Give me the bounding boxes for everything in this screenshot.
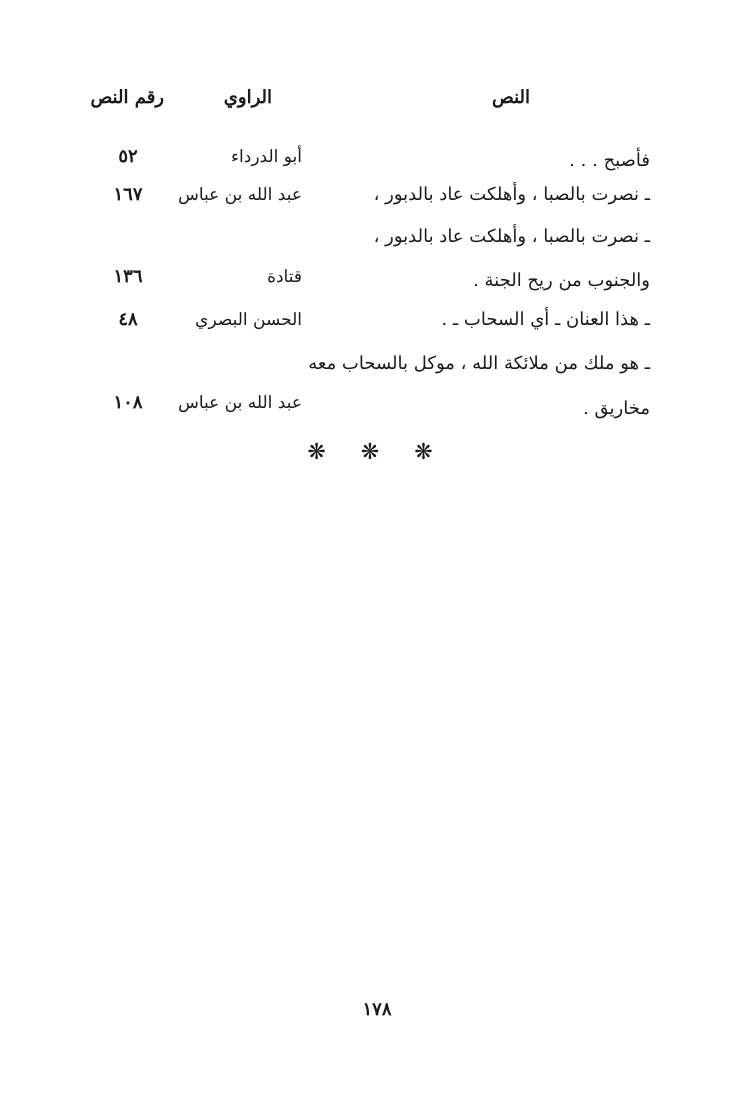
column-header-narrator: الراوي: [223, 87, 272, 108]
row-narrator: عبد الله بن عباس: [178, 393, 302, 413]
table-row: [0, 260, 754, 300]
column-header-number: رقم النص: [90, 87, 164, 108]
row-narrator: الحسن البصري: [195, 310, 302, 330]
section-separator: ❋ ❋ ❋: [307, 440, 447, 465]
table-row: [0, 140, 754, 180]
table-row: [0, 303, 754, 343]
row-narrator: عبد الله بن عباس: [178, 185, 302, 205]
row-number: ١٦٧: [113, 184, 143, 205]
page-number: ١٧٨: [362, 999, 392, 1020]
row-number: ٤٨: [118, 309, 138, 330]
row-text: ـ هو ملك من ملائكة الله ، موكل بالسحاب معه: [308, 353, 650, 374]
row-number: ٥٢: [118, 146, 138, 167]
row-text: مخاريق .: [583, 398, 650, 419]
table-row: [0, 386, 754, 426]
row-narrator: أبو الدرداء: [231, 147, 302, 167]
row-text: فأصبح . . .: [569, 150, 650, 171]
row-number: ١٠٨: [113, 392, 143, 413]
row-narrator: قتادة: [267, 267, 302, 287]
row-text: ـ نصرت بالصبا ، وأهلكت عاد بالدبور ،: [373, 184, 650, 205]
row-text: والجنوب من ريح الجنة .: [473, 270, 650, 291]
column-header-text: النص: [492, 87, 530, 108]
table-row: [0, 220, 754, 260]
row-number: ١٣٦: [113, 266, 143, 287]
row-text: ـ نصرت بالصبا ، وأهلكت عاد بالدبور ،: [373, 226, 650, 247]
row-text: ـ هذا العنان ـ أي السحاب ـ .: [441, 309, 650, 330]
table-row: [0, 347, 754, 387]
table-row: [0, 178, 754, 218]
